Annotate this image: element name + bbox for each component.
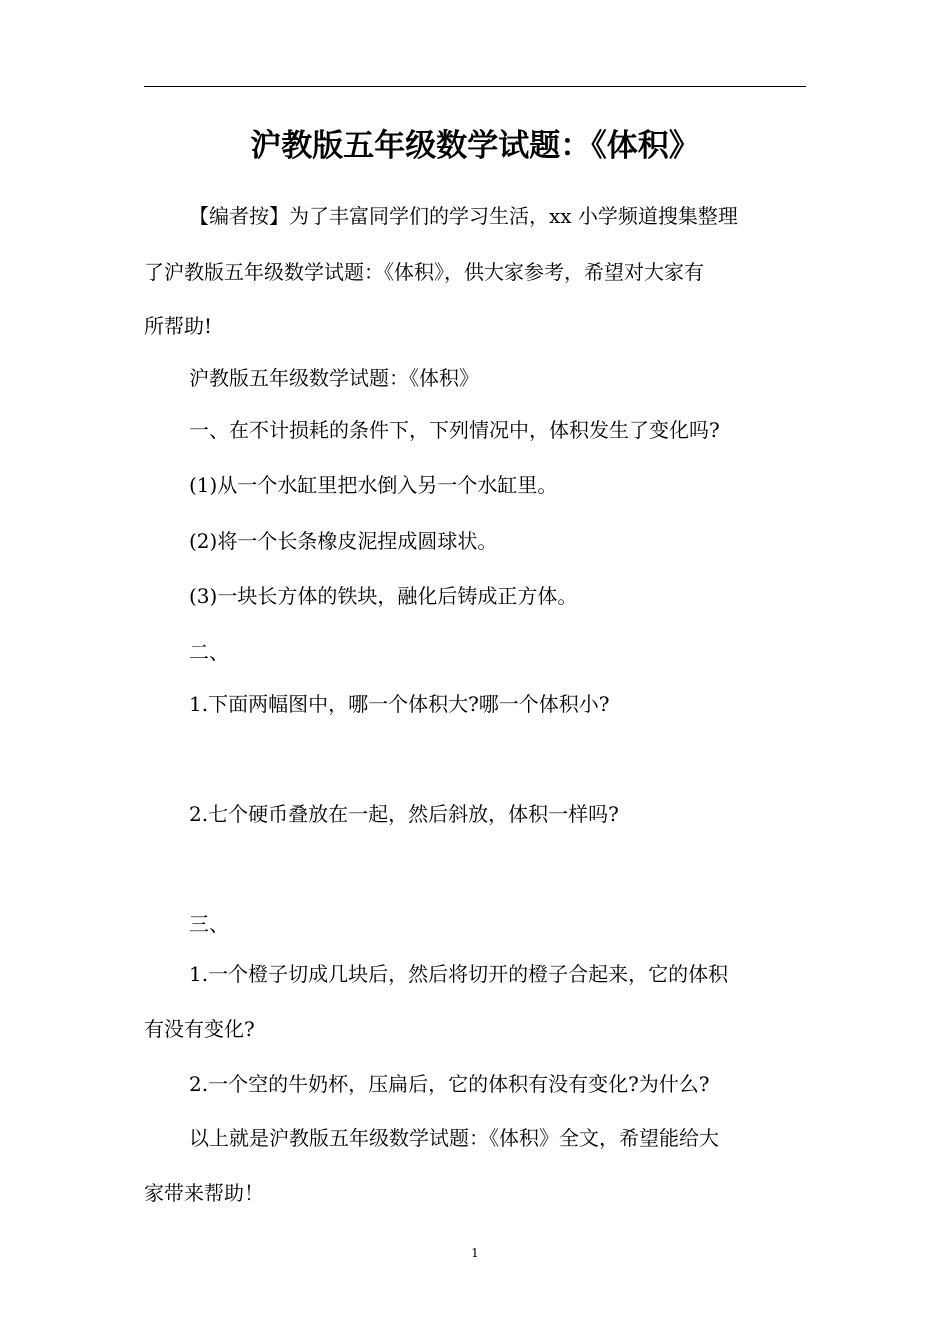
section1-heading: 一、在不计损耗的条件下，下列情况中，体积发生了变化吗? [189, 418, 720, 442]
section3-question-2: 2.一个空的牛奶杯，压扁后，它的体积有没有变化?为什么? [189, 1072, 710, 1096]
header-rule [144, 86, 806, 87]
section3-question-1-line-2: 有没有变化? [144, 1017, 255, 1041]
section1-item-1: (1)从一个水缸里把水倒入另一个水缸里。 [189, 473, 558, 497]
section2-question-1: 1.下面两幅图中，哪一个体积大?哪一个体积小? [189, 692, 610, 716]
closing-line-1: 以上就是沪教版五年级数学试题：《体积》全文，希望能给大 [189, 1126, 719, 1150]
document-title: 沪教版五年级数学试题：《体积》 [250, 128, 700, 164]
intro-line-2: 了沪教版五年级数学试题：《体积》，供大家参考，希望对大家有 [144, 260, 704, 284]
intro-line-3: 所帮助! [144, 314, 213, 338]
section2-question-2: 2.七个硬币叠放在一起，然后斜放，体积一样吗? [189, 802, 619, 826]
closing-line-2: 家带来帮助！ [144, 1181, 264, 1205]
page-number: 1 [471, 1246, 479, 1260]
section3-question-1-line-1: 1.一个橙子切成几块后，然后将切开的橙子合起来，它的体积 [189, 962, 729, 986]
section1-item-3: (3)一块长方体的铁块，融化后铸成正方体。 [189, 584, 578, 608]
section3-heading: 三、 [189, 912, 229, 936]
section1-item-2: (2)将一个长条橡皮泥捏成圆球状。 [189, 529, 498, 553]
intro-line-1: 【编者按】为了丰富同学们的学习生活，xx 小学频道搜集整理 [189, 204, 738, 228]
section2-heading: 二、 [189, 640, 229, 664]
subtitle: 沪教版五年级数学试题：《体积》 [189, 366, 479, 390]
